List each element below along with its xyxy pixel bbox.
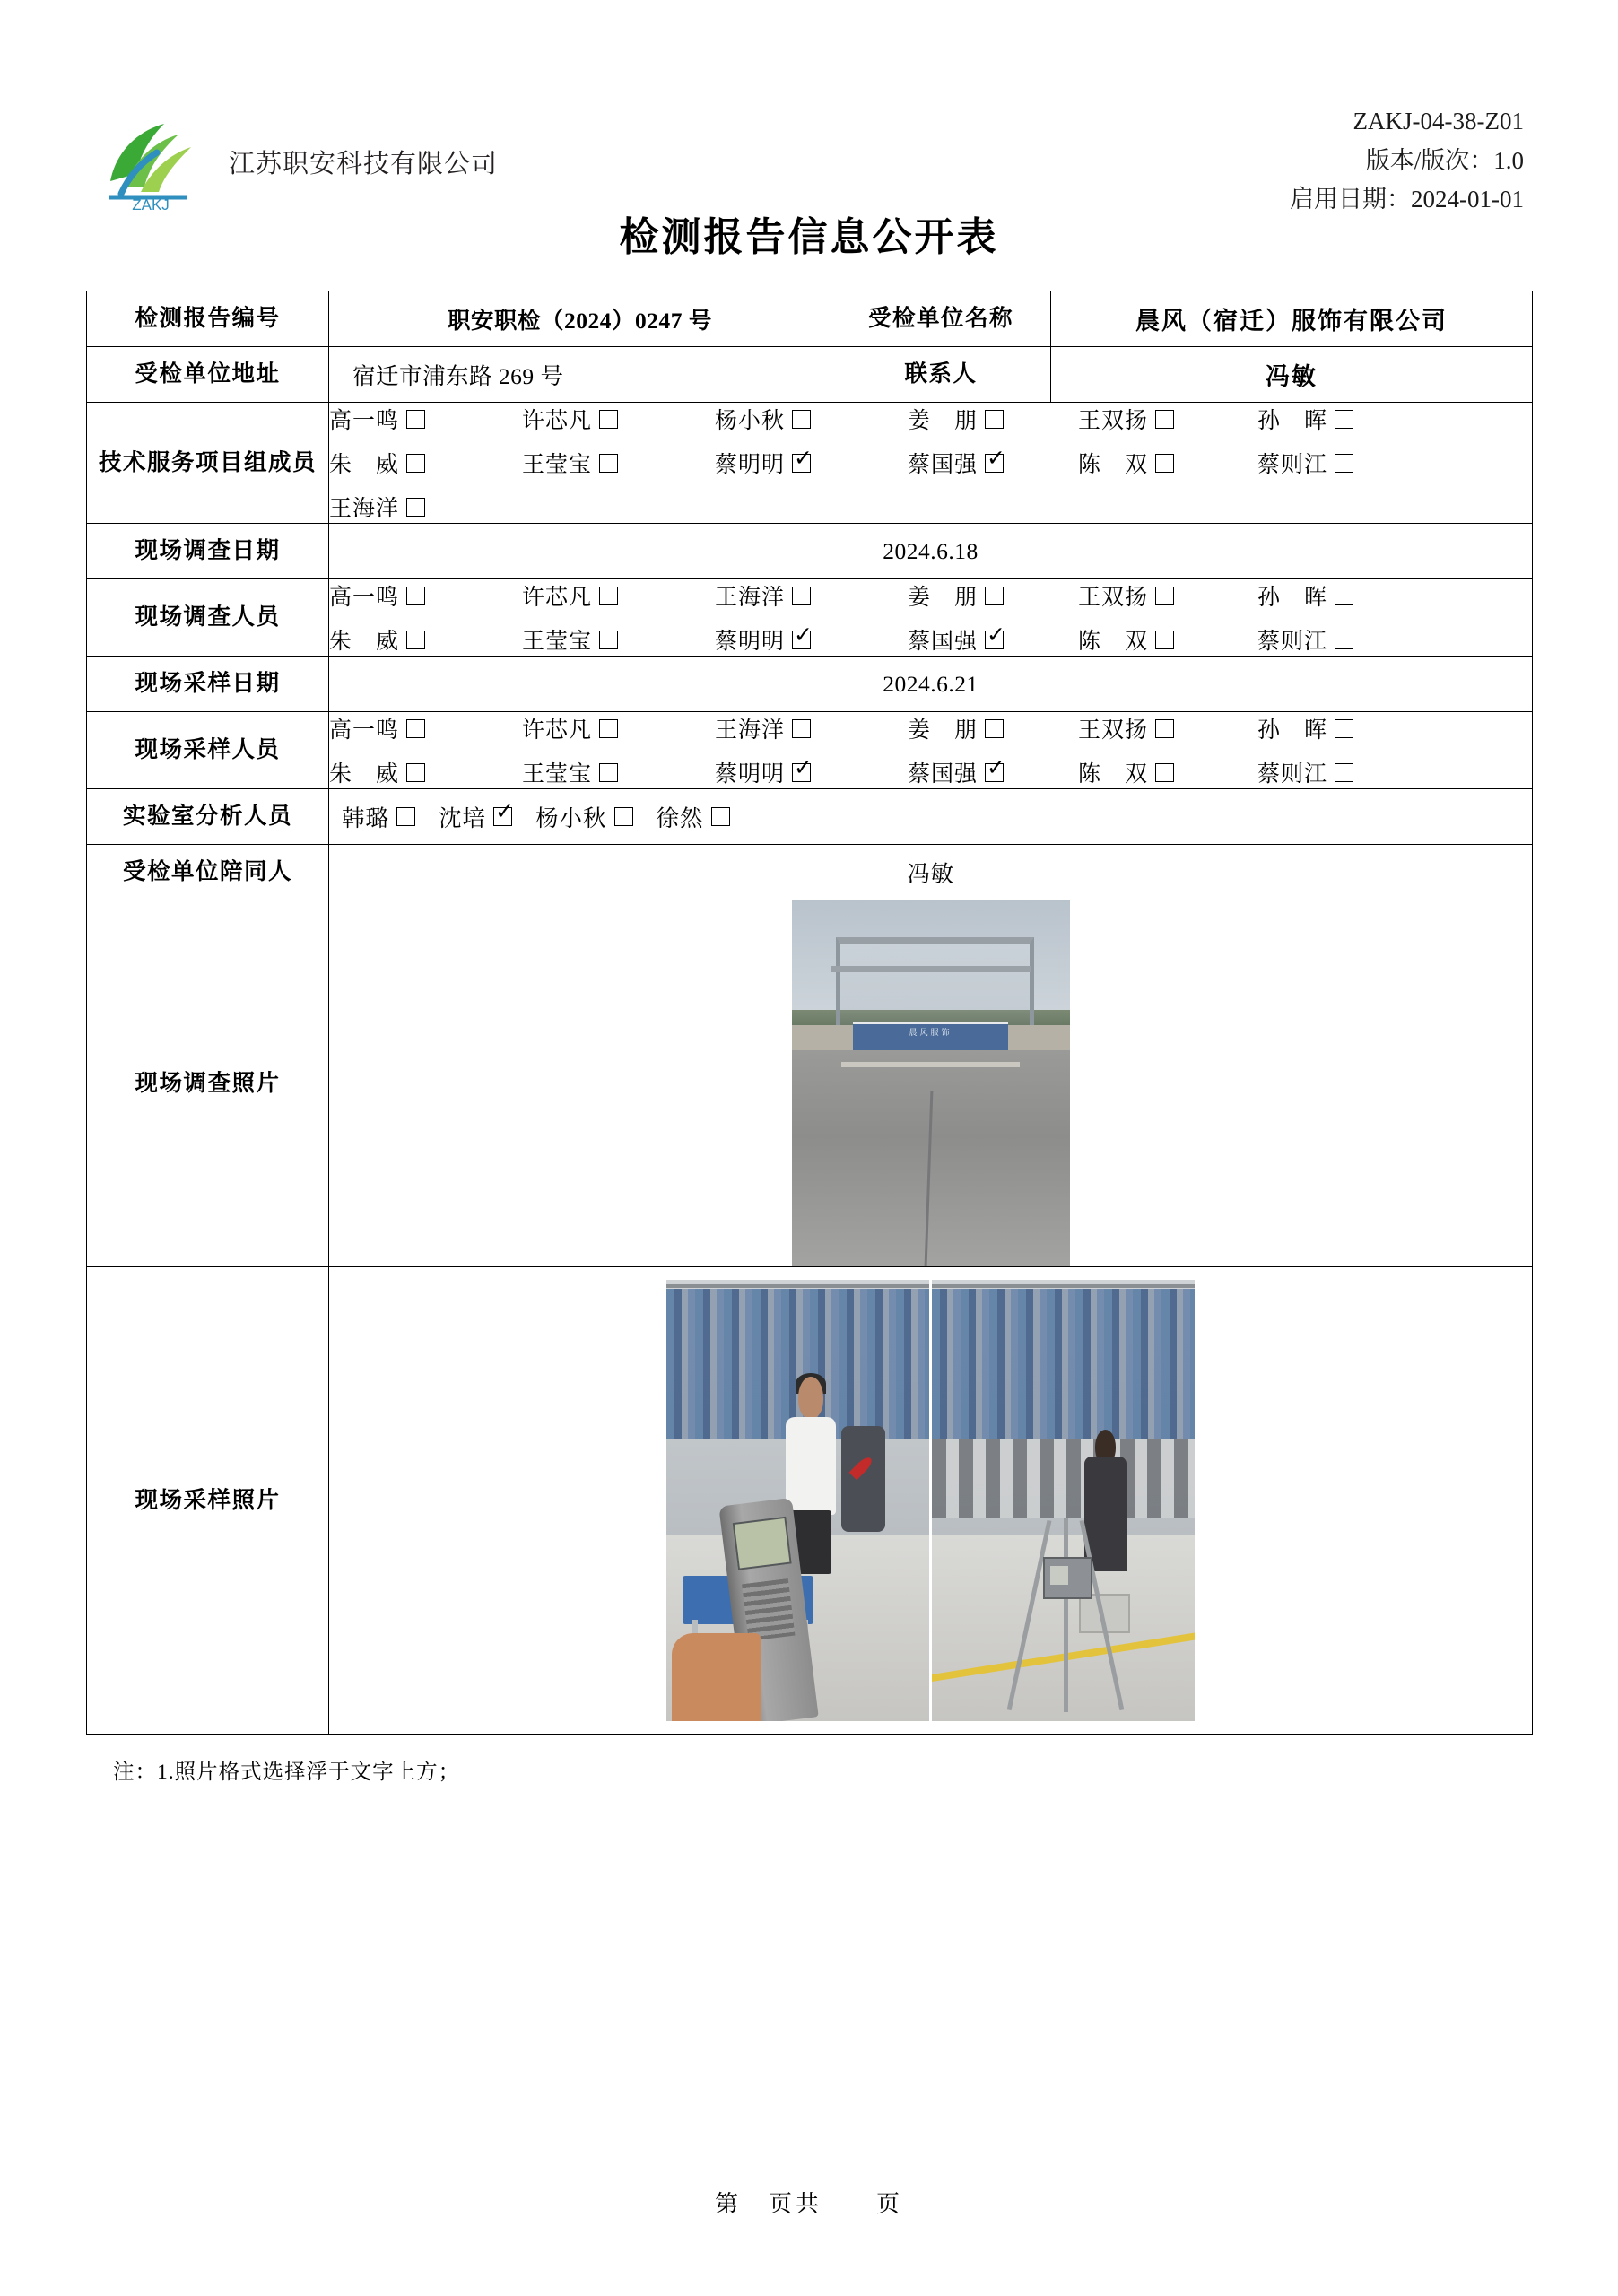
person-checkbox-item[interactable] — [342, 801, 415, 833]
person-checkbox-item[interactable] — [329, 579, 522, 612]
checkbox-icon[interactable] — [406, 631, 425, 649]
svg-text:ZAKJ: ZAKJ — [132, 196, 170, 212]
person-name: 蔡国强 — [908, 762, 979, 787]
person-name: 许芯凡 — [522, 586, 593, 610]
checkbox-icon[interactable] — [792, 410, 811, 429]
person-checkbox-item[interactable] — [1078, 623, 1257, 656]
table-row — [87, 579, 1533, 657]
page-footer: 第 页共 页 — [714, 2191, 903, 2217]
contact-value: 冯敏 — [1051, 347, 1533, 403]
lab-people-cell — [329, 789, 1533, 845]
document-header — [0, 0, 1618, 213]
tripod-sampler-photo — [932, 1280, 1195, 1721]
checkbox-icon[interactable] — [1335, 587, 1353, 605]
checkbox-icon[interactable] — [406, 763, 425, 782]
sampling-date-value: 2024.6.21 — [329, 657, 1533, 712]
person-name: 王双扬 — [1078, 718, 1149, 743]
table-row — [87, 845, 1533, 900]
person-checkbox-item[interactable] — [522, 623, 715, 656]
person-checkbox-item[interactable] — [522, 403, 715, 435]
meter-buttons — [742, 1578, 796, 1641]
checkbox-icon[interactable] — [1335, 631, 1353, 649]
person-checkbox-item[interactable] — [908, 579, 1078, 612]
checkbox-icon[interactable] — [406, 454, 425, 473]
checkbox-icon[interactable] — [1155, 719, 1174, 738]
person-checkbox-item[interactable] — [715, 447, 908, 479]
person-checkbox-item[interactable] — [1257, 712, 1437, 744]
person-name: 王双扬 — [1078, 409, 1149, 433]
gate-frame — [836, 937, 1034, 1028]
person-checkbox-item[interactable] — [908, 403, 1078, 435]
client-name-label: 受检单位名称 — [831, 291, 1051, 347]
person-name: 蔡明明 — [715, 630, 786, 654]
checkbox-icon[interactable] — [1335, 454, 1353, 473]
checkbox-icon[interactable] — [792, 587, 811, 605]
person-checkbox-item[interactable] — [715, 712, 908, 744]
checkbox-icon[interactable] — [985, 410, 1004, 429]
sewing-machines — [932, 1439, 1195, 1518]
table-row — [87, 900, 1533, 1267]
tripod-leg — [1064, 1518, 1068, 1712]
report-no-label: 检测报告编号 — [87, 291, 329, 347]
checkbox-icon[interactable] — [599, 719, 618, 738]
checkbox-icon[interactable] — [1335, 763, 1353, 782]
table-row — [87, 789, 1533, 845]
checkbox-icon[interactable] — [792, 719, 811, 738]
person-name: 孙 晖 — [1257, 409, 1328, 433]
survey-photo-label: 现场调查照片 — [87, 900, 329, 1267]
person-checkbox-item[interactable] — [715, 579, 908, 612]
person-checkbox-item[interactable] — [1078, 447, 1257, 479]
checkbox-checked-icon[interactable] — [985, 631, 1004, 649]
person-name: 王莹宝 — [522, 453, 593, 477]
person-name: 徐然 — [656, 804, 704, 831]
main-table-wrapper — [0, 291, 1618, 1735]
person-checkbox-item[interactable] — [657, 801, 730, 833]
checkbox-icon[interactable] — [406, 719, 425, 738]
worker-head — [798, 1377, 823, 1419]
person-checkbox-item[interactable] — [329, 403, 522, 435]
checkbox-icon[interactable] — [406, 410, 425, 429]
worker-second-shirt — [841, 1426, 885, 1532]
checkbox-checked-icon[interactable] — [493, 807, 512, 826]
doc-version: 版本/版次：1.0 — [1365, 146, 1524, 174]
person-name: 蔡则江 — [1257, 453, 1328, 477]
person-name: 陈 双 — [1078, 630, 1149, 654]
report-no-value: 职安职检（2024）0247 号 — [329, 291, 831, 347]
person-checkbox-item[interactable] — [908, 623, 1078, 656]
table-row — [87, 347, 1533, 403]
person-checkbox-item[interactable] — [1078, 579, 1257, 612]
person-checkbox-item[interactable] — [522, 756, 715, 788]
checkbox-checked-icon[interactable] — [985, 454, 1004, 473]
person-checkbox-item[interactable] — [1078, 712, 1257, 744]
person-checkbox-item[interactable] — [1257, 623, 1437, 656]
person-name: 韩璐 — [342, 804, 390, 831]
lab-people-list — [329, 792, 1532, 842]
zakj-logo-icon — [94, 111, 207, 212]
checkbox-icon[interactable] — [599, 763, 618, 782]
survey-people-grid — [329, 579, 1532, 656]
sampling-people-cell — [329, 712, 1533, 789]
survey-date-value: 2024.6.18 — [329, 524, 1533, 579]
person-name: 姜 朋 — [908, 409, 979, 433]
person-checkbox-item[interactable] — [329, 447, 522, 479]
wall-right — [1005, 1025, 1069, 1051]
company-logo-block — [94, 111, 498, 212]
checkbox-icon[interactable] — [1335, 719, 1353, 738]
accompany-label: 受检单位陪同人 — [87, 845, 329, 900]
table-row — [87, 712, 1533, 789]
checkbox-icon[interactable] — [1155, 587, 1174, 605]
sampling-photo-label: 现场采样照片 — [87, 1267, 329, 1735]
checkbox-icon[interactable] — [396, 807, 415, 826]
checkbox-checked-icon[interactable] — [792, 454, 811, 473]
checkbox-icon[interactable] — [1155, 631, 1174, 649]
sampling-photo-group — [329, 1267, 1532, 1734]
person-checkbox-item[interactable] — [329, 623, 522, 656]
checkbox-checked-icon[interactable] — [985, 763, 1004, 782]
doc-number: ZAKJ-04-38-Z01 — [1353, 108, 1524, 135]
hand-holding-meter — [672, 1633, 761, 1721]
table-row — [87, 403, 1533, 524]
checkbox-icon[interactable] — [1155, 763, 1174, 782]
page-title: 检测报告信息公开表 — [619, 215, 999, 259]
checkbox-icon[interactable] — [711, 807, 730, 826]
checkbox-checked-icon[interactable] — [792, 763, 811, 782]
person-name: 蔡国强 — [908, 453, 979, 477]
curb — [841, 1062, 1019, 1067]
notes-text: 注：1.照片格式选择浮于文字上方； — [113, 1761, 461, 1784]
checkbox-icon[interactable] — [599, 410, 618, 429]
person-name: 孙 晖 — [1257, 718, 1328, 743]
person-checkbox-item[interactable] — [522, 447, 715, 479]
team-members-cell — [329, 403, 1533, 524]
team-members-grid — [329, 403, 1532, 523]
person-checkbox-item[interactable] — [1078, 403, 1257, 435]
person-checkbox-item[interactable] — [908, 756, 1078, 788]
sampling-date-label: 现场采样日期 — [87, 657, 329, 712]
team-label: 技术服务项目组成员 — [87, 403, 329, 524]
gate-cross-bar — [831, 966, 1031, 972]
person-name: 王海洋 — [715, 718, 786, 743]
info-table — [86, 291, 1533, 1735]
person-name: 王海洋 — [329, 497, 400, 521]
person-checkbox-item[interactable] — [439, 801, 512, 833]
wall-left — [792, 1025, 856, 1051]
person-name: 高一鸣 — [329, 409, 400, 433]
hanging-garments-2 — [932, 1289, 1195, 1439]
person-checkbox-item[interactable] — [1257, 756, 1437, 788]
person-checkbox-item[interactable] — [329, 712, 522, 744]
person-checkbox-item[interactable] — [329, 491, 522, 523]
client-address-label: 受检单位地址 — [87, 347, 329, 403]
person-name: 蔡明明 — [715, 453, 786, 477]
checkbox-icon[interactable] — [614, 807, 633, 826]
checkbox-icon[interactable] — [599, 587, 618, 605]
company-name: 江苏职安科技有限公司 — [229, 149, 499, 178]
checkbox-icon[interactable] — [985, 719, 1004, 738]
person-name: 杨小秋 — [535, 804, 607, 831]
survey-people-label: 现场调查人员 — [87, 579, 329, 657]
person-name: 许芯凡 — [522, 409, 593, 433]
survey-photo-cell — [329, 900, 1533, 1267]
checkbox-icon[interactable] — [406, 498, 425, 517]
person-name: 王莹宝 — [522, 630, 593, 654]
person-checkbox-item[interactable] — [908, 447, 1078, 479]
sampling-people-label: 现场采样人员 — [87, 712, 329, 789]
person-name: 高一鸣 — [329, 718, 400, 743]
survey-people-cell — [329, 579, 1533, 657]
client-address-value: 宿迁市浦东路 269 号 — [329, 347, 831, 403]
person-name: 姜 朋 — [908, 586, 979, 610]
garment-rack-bar-2 — [932, 1284, 1195, 1288]
person-name: 王莹宝 — [522, 762, 593, 787]
person-name: 朱 威 — [329, 762, 400, 787]
lab-people-label: 实验室分析人员 — [87, 789, 329, 845]
person-checkbox-item[interactable] — [329, 756, 522, 788]
person-name: 王双扬 — [1078, 586, 1149, 610]
person-checkbox-item[interactable] — [1257, 447, 1437, 479]
sampling-photo-cell — [329, 1267, 1533, 1735]
checkbox-icon[interactable] — [599, 631, 618, 649]
worker-shirt — [786, 1417, 837, 1515]
survey-date-label: 现场调查日期 — [87, 524, 329, 579]
person-name: 孙 晖 — [1257, 586, 1328, 610]
worker-second — [839, 1395, 887, 1571]
garment-rack-bar — [666, 1284, 929, 1288]
person-name: 许芯凡 — [522, 718, 593, 743]
table-row — [87, 291, 1533, 347]
device-panel — [1050, 1566, 1069, 1586]
person-checkbox-item[interactable] — [522, 712, 715, 744]
person-name: 陈 双 — [1078, 762, 1149, 787]
sampling-tripod — [1022, 1518, 1111, 1712]
person-checkbox-item[interactable] — [522, 579, 715, 612]
checkbox-icon[interactable] — [599, 454, 618, 473]
checkbox-icon[interactable] — [1155, 410, 1174, 429]
factory-gate-photo — [792, 900, 1070, 1266]
person-name: 蔡则江 — [1257, 630, 1328, 654]
table-row — [87, 524, 1533, 579]
header-meta — [1290, 102, 1524, 220]
meter-display — [733, 1516, 792, 1570]
person-name: 朱 威 — [329, 630, 400, 654]
person-checkbox-item[interactable] — [1078, 756, 1257, 788]
table-row — [87, 1267, 1533, 1735]
person-name: 朱 威 — [329, 453, 400, 477]
person-checkbox-item[interactable] — [535, 801, 633, 833]
person-name: 蔡国强 — [908, 630, 979, 654]
person-name: 王海洋 — [715, 586, 786, 610]
doc-effective-date: 启用日期：2024-01-01 — [1290, 186, 1524, 213]
person-checkbox-item[interactable] — [715, 623, 908, 656]
checkbox-checked-icon[interactable] — [792, 631, 811, 649]
person-name: 陈 双 — [1078, 453, 1149, 477]
person-name: 沈培 — [439, 804, 487, 831]
sampling-device — [1043, 1557, 1093, 1599]
checkbox-icon[interactable] — [1155, 454, 1174, 473]
person-checkbox-item[interactable] — [1257, 403, 1437, 435]
person-checkbox-item[interactable] — [908, 712, 1078, 744]
person-checkbox-item[interactable] — [1257, 579, 1437, 612]
sampling-people-grid — [329, 712, 1532, 788]
person-name: 高一鸣 — [329, 586, 400, 610]
checkbox-icon[interactable] — [1335, 410, 1353, 429]
checkbox-icon[interactable] — [406, 587, 425, 605]
person-name: 蔡明明 — [715, 762, 786, 787]
table-row — [87, 657, 1533, 712]
client-name-value: 晨风（宿迁）服饰有限公司 — [1051, 291, 1533, 347]
gate-sign-text: 晨风服饰 — [909, 1027, 953, 1037]
person-checkbox-item[interactable] — [715, 756, 908, 788]
person-checkbox-item[interactable] — [715, 403, 908, 435]
person-name: 姜 朋 — [908, 718, 979, 743]
contact-label: 联系人 — [831, 347, 1051, 403]
person-name: 蔡则江 — [1257, 762, 1328, 787]
person-name: 杨小秋 — [715, 409, 786, 433]
checkbox-icon[interactable] — [985, 587, 1004, 605]
accompany-value: 冯敏 — [329, 845, 1533, 900]
sound-meter-photo — [666, 1280, 929, 1721]
